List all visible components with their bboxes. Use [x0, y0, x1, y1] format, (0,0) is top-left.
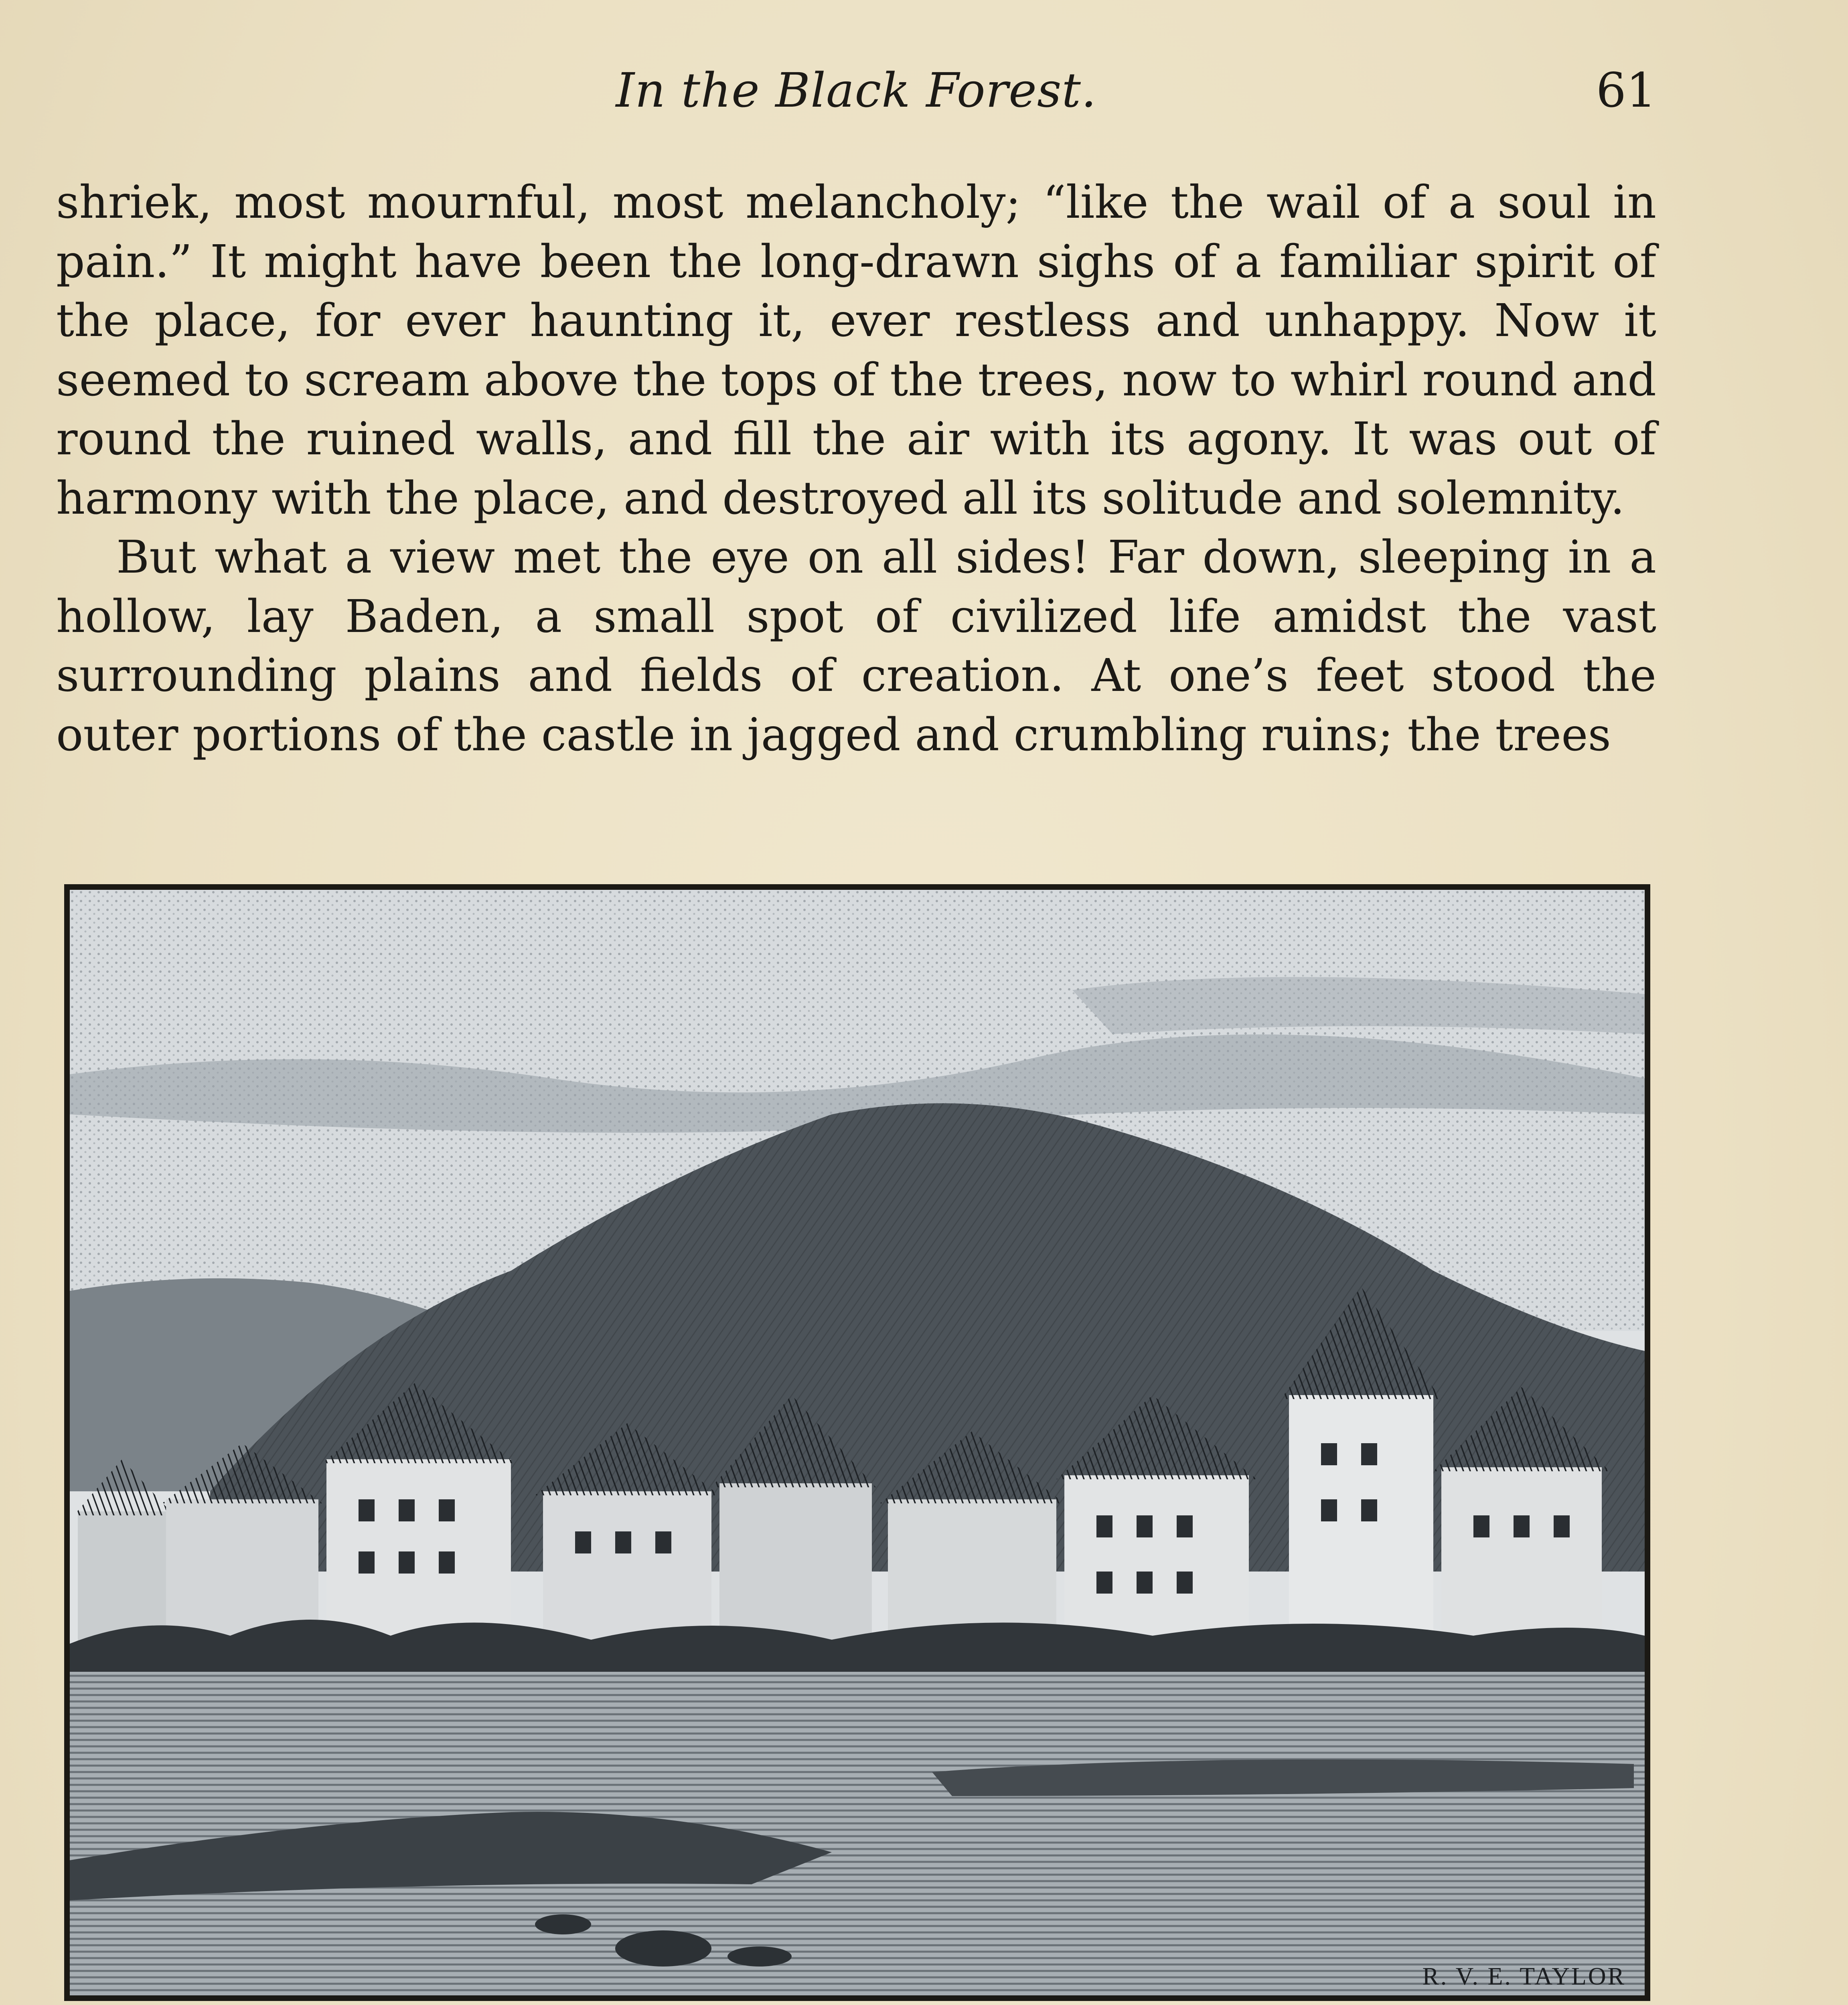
page-number: 61 [1596, 63, 1656, 118]
running-title: In the Black Forest. [616, 63, 1097, 118]
paragraph-continued: shriek, most mournful, most melancholy; “like the wail of a soul in pain.” It might have been the long-drawn sighs of a familiar spirit of the place, for ever haunting it, ever restless and unhappy. Now it seemed to scream above the tops of the trees, now to whirl round and round the ruined walls, and fill the air with its agony. It was out of harmony with the place, and destroyed all its solitude and solemnity. [56, 176, 1656, 525]
running-head [56, 60, 1656, 128]
paragraph-view: But what a view met the eye on all sides! Far down, sleeping in a hollow, lay Baden, a small spot of civilized life amidst the vast surrounding plains and fields of creation. At one’s feet stood the outer portions of the castle in jagged and crumbling ruins; the trees [56, 531, 1656, 761]
engraver-signature: R. V. E. TAYLOR [1422, 1963, 1626, 1990]
text-block-top [56, 173, 1656, 765]
engraving-illustration [64, 884, 1650, 2001]
engraving-picture [70, 890, 1645, 1995]
